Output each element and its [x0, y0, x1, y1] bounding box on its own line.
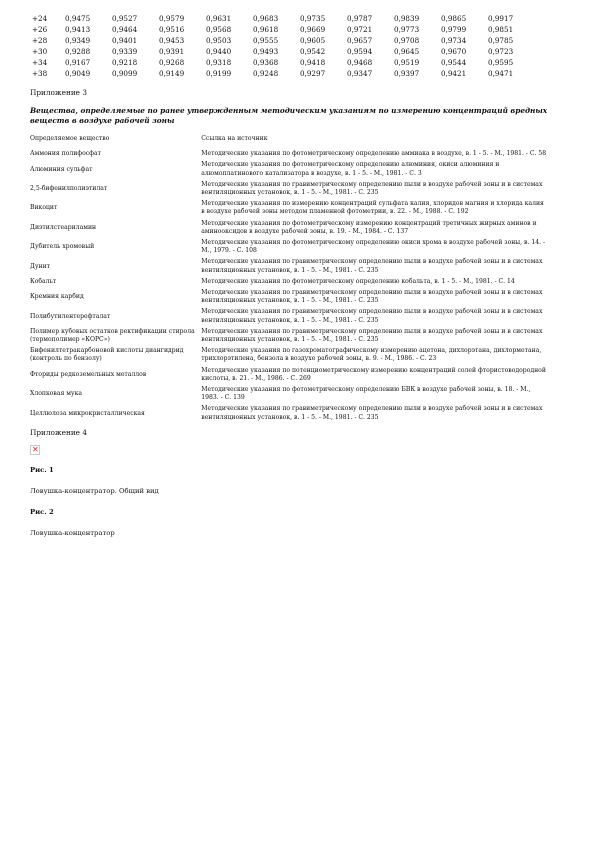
values-cell: 0,9631	[206, 14, 232, 23]
values-cell: 0,9670	[441, 47, 467, 56]
values-row-label: +24	[32, 14, 48, 23]
values-cell: 0,9099	[112, 69, 138, 78]
values-cell: 0,9297	[300, 69, 326, 78]
values-cell: 0,9516	[159, 25, 185, 34]
methods-row	[30, 366, 550, 385]
values-cell: 0,9468	[347, 58, 373, 67]
substance-cell: Целлюлоза микрокристаллическая	[30, 409, 145, 417]
broken-image-icon: ✕	[32, 444, 39, 454]
values-row	[30, 47, 535, 58]
values-row-label: +28	[32, 36, 48, 45]
appendix-4-label: Приложение 4	[30, 427, 87, 437]
substance-cell: Диэтилстеариламин	[30, 223, 97, 231]
values-cell: 0,9199	[206, 69, 232, 78]
methods-row	[30, 307, 550, 326]
figure-1-caption: Ловушка-концентратор. Общий вид	[30, 486, 159, 495]
reference-cell: Методические указания по гравиметрическому определению пыли в воздухе рабочей зоны и в системах вентиляционных установок, в. 1 - 5. - М., 1981. - С. 235	[201, 327, 543, 344]
values-cell: 0,9645	[394, 47, 420, 56]
reference-cell: Методические указания по фотометрическому определению аммиака в воздухе, в. 1 - 5. - М., 1981. - С. 58	[201, 150, 547, 158]
values-cell: 0,9579	[159, 14, 185, 23]
substance-cell: Полибутилентерефталат	[30, 312, 111, 320]
reference-cell: Методические указания по газохроматографическому измерению ацетона, дихлорэтана, дихлорметана, трихлорэтилена, бензола в воздухе рабочей зоны, в. 9. - М., 1986. - С. 23	[201, 347, 542, 363]
values-cell: 0,9787	[347, 14, 373, 23]
values-cell: 0,9799	[441, 25, 467, 34]
values-table	[30, 14, 535, 80]
substance-cell: Дубитель хромовый	[30, 243, 95, 251]
values-cell: 0,9735	[300, 14, 326, 23]
substance-cell: Бифенилтетракарбоновой кислоты диангидрид (контроль по бензолу)	[30, 347, 184, 363]
substance-cell: Аммония полифосфат	[30, 150, 101, 158]
values-cell: 0,9555	[253, 36, 279, 45]
values-cell: 0,9669	[300, 25, 326, 34]
values-cell: 0,9721	[347, 25, 373, 34]
values-cell: 0,9268	[159, 58, 185, 67]
values-cell: 0,9318	[206, 58, 232, 67]
values-row-label: +26	[32, 25, 48, 34]
values-cell: 0,9368	[253, 58, 279, 67]
methods-row	[30, 404, 550, 423]
values-cell: 0,9544	[441, 58, 467, 67]
values-cell: 0,9418	[300, 58, 326, 67]
methods-row	[30, 257, 550, 276]
header-reference: Ссылка на источник	[201, 135, 268, 142]
reference-cell: Методические указания по потенциометрическому измерению концентраций солей фтористоводородной кислоты, в. 21. - М., 1986. - С. 269	[201, 366, 546, 382]
reference-cell: Методические указания по фотометрическому измерению концентраций третичных жирных аминов и аминооксидов в воздухе рабочей зоны, в. 19. - М., 1984. - С. 137	[201, 219, 537, 235]
values-cell: 0,9349	[65, 36, 91, 45]
substance-cell: Викоцит	[30, 204, 58, 212]
values-cell: 0,9421	[441, 69, 467, 78]
values-cell: 0,9493	[253, 47, 279, 56]
substance-cell: Фториды редкоземельных металлов	[30, 370, 147, 378]
values-cell: 0,9683	[253, 14, 279, 23]
substance-cell: Дунит	[30, 262, 51, 270]
values-cell: 0,9594	[347, 47, 373, 56]
appendix-3-title: Вещества, определяемые по ранее утвержденным методическим указаниям по измерению концентраций вредных веществ в воздухе рабочей зоны	[30, 106, 548, 125]
values-row	[30, 69, 535, 80]
values-cell: 0,9413	[65, 25, 91, 34]
methods-table	[30, 131, 550, 424]
reference-cell: Методические указания по фотометрическому определению окиси хрома в воздухе рабочей зоны, в. 14. - М., 1979. - С. 108	[201, 239, 546, 255]
methods-row	[30, 288, 550, 307]
values-cell: 0,9542	[300, 47, 326, 56]
values-cell: 0,9167	[65, 58, 91, 67]
reference-cell: Методические указания по гравиметрическому определению пыли в воздухе рабочей зоны и в системах вентиляционных установок, в. 1 - 5. - М., 1981. - С. 235	[201, 180, 543, 197]
values-cell: 0,9049	[65, 69, 91, 78]
values-cell: 0,9785	[488, 36, 514, 45]
document-page	[30, 14, 570, 537]
substance-cell: Полимер кубовых остатков ректификации стирола (термополимер «КОРС»)	[30, 327, 195, 344]
reference-cell: Методические указания по фотометрическому определению кобальта, в. 1 - 5. - М., 1981. - С. 14	[201, 277, 515, 285]
appendix-3-label: Приложение 3	[30, 88, 87, 97]
values-row-label: +34	[32, 58, 48, 67]
values-cell: 0,9595	[488, 58, 514, 67]
values-cell: 0,9773	[394, 25, 420, 34]
values-cell: 0,9568	[206, 25, 232, 34]
values-cell: 0,9865	[441, 14, 467, 23]
values-cell: 0,9339	[112, 47, 138, 56]
values-cell: 0,9440	[206, 47, 232, 56]
methods-row	[30, 385, 550, 404]
reference-cell: Методические указания по фотометрическому определению алюминия, окиси алюминия и алюмоплатинового катализатора в воздухе, в. 1 - 5. - М., 1981. - С. 3	[201, 161, 500, 177]
values-row	[30, 25, 535, 36]
substance-cell: Хлопковая мука	[30, 390, 83, 398]
reference-cell: Методические указания по гравиметрическому определению пыли в воздухе рабочей зоны и в системах вентиляционных установок, в. 1 - 5. - М., 1981. - С. 235	[201, 289, 543, 305]
methods-row	[30, 199, 550, 218]
reference-cell: Методические указания по гравиметрическому определению пыли в воздухе рабочей зоны и в системах вентиляционных установок, в. 1 - 5. - М., 1981. - С. 235	[201, 258, 543, 274]
values-cell: 0,9453	[159, 36, 185, 45]
values-row	[30, 14, 535, 25]
methods-row	[30, 219, 550, 238]
values-cell: 0,9471	[488, 69, 514, 78]
values-cell: 0,9917	[488, 14, 514, 23]
reference-cell: Методические указания по фотометрическому определению БВК в воздухе рабочей зоны, в. 18. - М., 1983. - С. 139	[201, 386, 531, 402]
values-cell: 0,9618	[253, 25, 279, 34]
reference-cell: Методические указания по измерению концентраций сульфата калия, хлоридов магния и хлорида калия в воздухе рабочей зоны методом пламенной фотометрии, в. 22. - М., 1988. - С. 192	[201, 200, 544, 216]
values-cell: 0,9347	[347, 69, 373, 78]
substance-cell: Кремния карбид	[30, 293, 84, 301]
values-cell: 0,9503	[206, 36, 232, 45]
values-cell: 0,9218	[112, 58, 138, 67]
methods-row	[30, 149, 550, 160]
values-cell: 0,9657	[347, 36, 373, 45]
values-row	[30, 58, 535, 69]
methods-row	[30, 180, 550, 199]
methods-row	[30, 238, 550, 257]
substance-cell: Кобальт	[30, 277, 57, 285]
values-cell: 0,9723	[488, 47, 514, 56]
figure-2-label: Рис. 2	[30, 507, 54, 516]
methods-table-header	[30, 131, 550, 149]
values-cell: 0,9851	[488, 25, 514, 34]
methods-row	[30, 327, 550, 346]
substance-cell: 2,5-бифенилполиэтилат	[30, 184, 108, 192]
values-cell: 0,9839	[394, 14, 420, 23]
values-cell: 0,9248	[253, 69, 279, 78]
figure-1-label: Рис. 1	[30, 465, 54, 474]
substance-cell: Алюминия сульфат	[30, 165, 93, 173]
values-cell: 0,9519	[394, 58, 420, 67]
values-cell: 0,9734	[441, 36, 467, 45]
methods-row	[30, 346, 550, 365]
figure-2-caption: Ловушка-концентратор	[30, 528, 115, 537]
header-substance: Определяемое вещество	[30, 135, 110, 142]
values-cell: 0,9464	[112, 25, 138, 34]
values-cell: 0,9397	[394, 69, 420, 78]
values-row	[30, 36, 535, 47]
values-cell: 0,9708	[394, 36, 420, 45]
values-row-label: +30	[32, 47, 48, 56]
methods-row	[30, 277, 550, 288]
values-row-label: +38	[32, 69, 48, 78]
values-cell: 0,9605	[300, 36, 326, 45]
values-cell: 0,9149	[159, 69, 185, 78]
values-cell: 0,9401	[112, 36, 138, 45]
reference-cell: Методические указания по гравиметрическому определению пыли в воздухе рабочей зоны и в системах вентиляционных установок, в. 1 - 5. - М., 1981. - С. 235	[201, 405, 543, 421]
values-cell: 0,9288	[65, 47, 91, 56]
reference-cell: Методические указания по гравиметрическому определению пыли в воздухе рабочей зоны и в системах вентиляционных установок, в. 1 - 5. - М., 1981. - С. 235	[201, 308, 543, 324]
values-cell: 0,9391	[159, 47, 185, 56]
values-cell: 0,9527	[112, 14, 138, 23]
methods-row	[30, 160, 550, 179]
values-cell: 0,9475	[65, 14, 91, 23]
